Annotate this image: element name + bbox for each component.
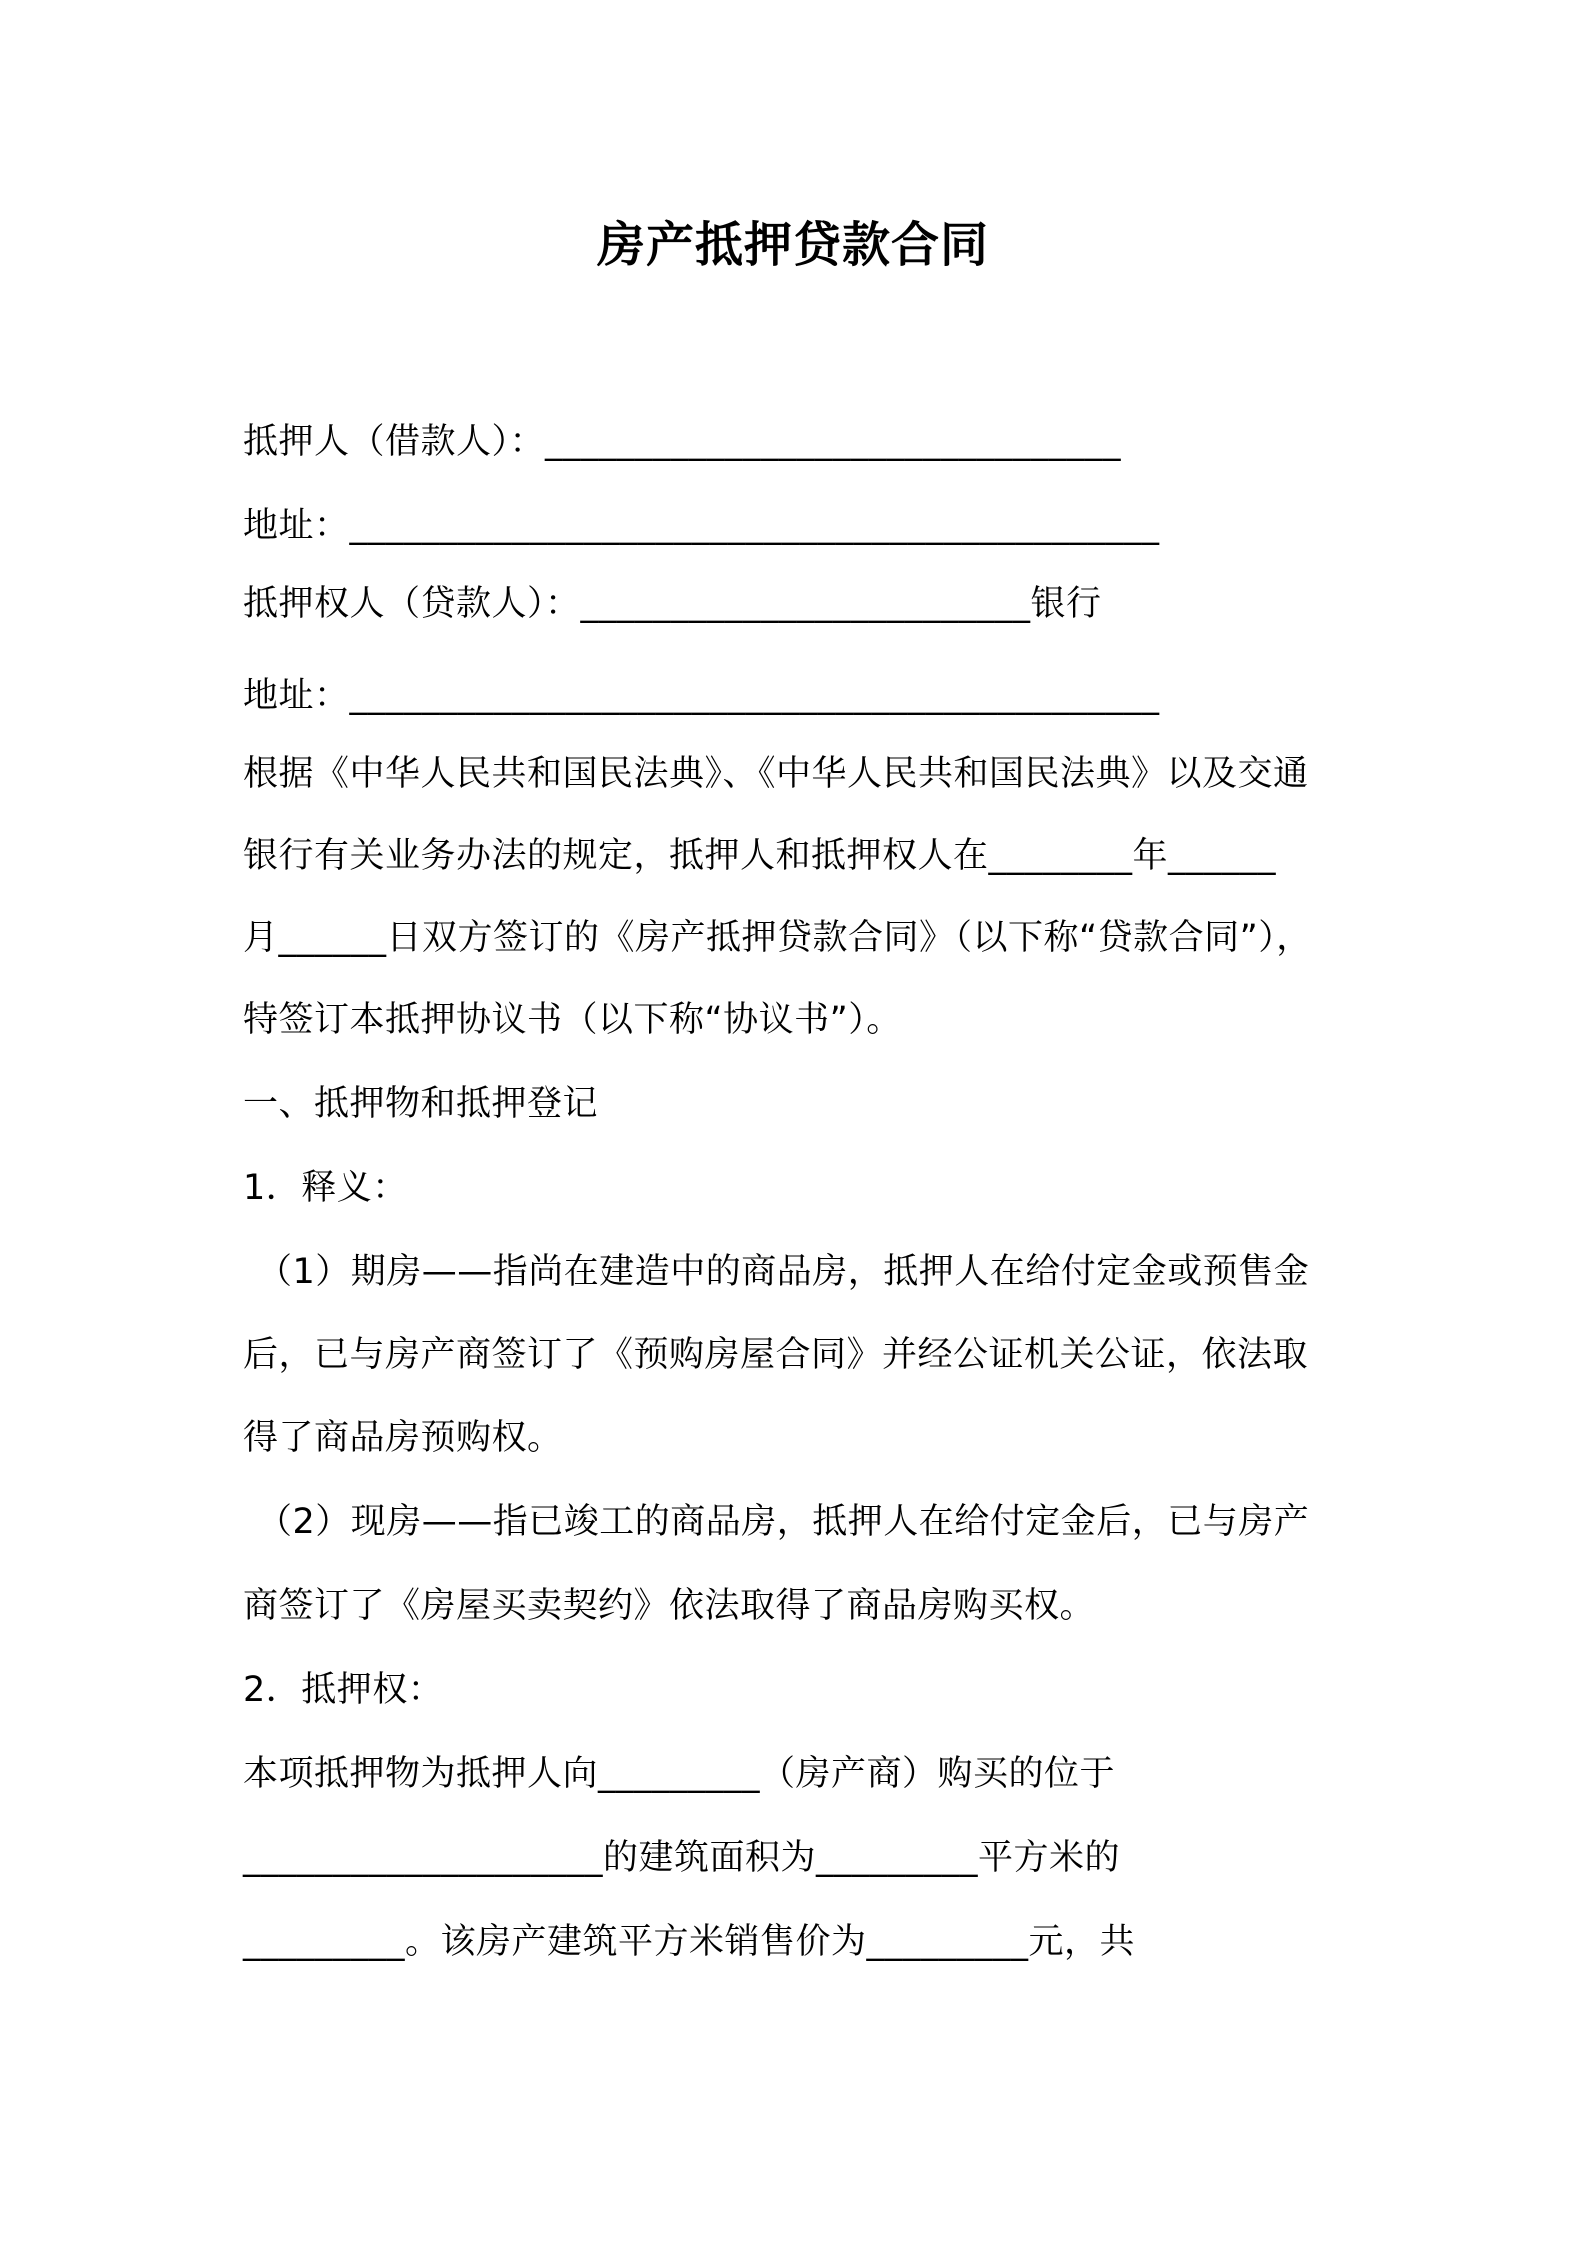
clause-heading: 2．抵押权： <box>243 1670 444 1710</box>
paragraph-line: 特签订本抵押协议书（以下称“协议书”）。 <box>243 1000 902 1040</box>
clause-item: （2）现房——指已竣工的商品房，抵押人在给付定金后，已与房产 <box>257 1502 1310 1542</box>
mortgagee-address-line: 地址：_____________________________________________ <box>243 676 1160 716</box>
paragraph-line: 本项抵押物为抵押人向_________（房产商）购买的位于 <box>243 1754 1116 1794</box>
paragraph-line: _________。该房产建筑平方米销售价为_________元，共 <box>243 1922 1136 1962</box>
clause-item: （1）期房——指尚在建造中的商品房，抵押人在给付定金或预售金 <box>257 1252 1310 1292</box>
mortgagor-line: 抵押人（借款人）：________________________________ <box>243 422 1122 462</box>
mortgagor-address-line: 地址：_____________________________________________ <box>243 506 1160 546</box>
clause-item-continuation: 后，已与房产商签订了《预购房屋合同》并经公证机关公证，依法取 <box>243 1335 1309 1375</box>
paragraph-line: 银行有关业务办法的规定，抵押人和抵押权人在________年______ <box>243 836 1277 876</box>
paragraph-line: 月______日双方签订的《房产抵押贷款合同》（以下称“贷款合同”）， <box>243 918 1312 958</box>
mortgagee-line: 抵押权人（贷款人）：_________________________银行 <box>243 584 1102 624</box>
paragraph-line: 根据《中华人民共和国民法典》、《中华人民共和国民法典》以及交通 <box>243 754 1309 794</box>
clause-heading: 1．释义： <box>243 1168 408 1208</box>
section-heading: 一、抵押物和抵押登记 <box>243 1084 599 1124</box>
clause-item-continuation: 商签订了《房屋买卖契约》依法取得了商品房购买权。 <box>243 1586 1096 1626</box>
clause-item-continuation: 得了商品房预购权。 <box>243 1418 563 1458</box>
paragraph-line: ____________________的建筑面积为_________平方米的 <box>243 1838 1121 1878</box>
document-title: 房产抵押贷款合同 <box>596 217 989 273</box>
